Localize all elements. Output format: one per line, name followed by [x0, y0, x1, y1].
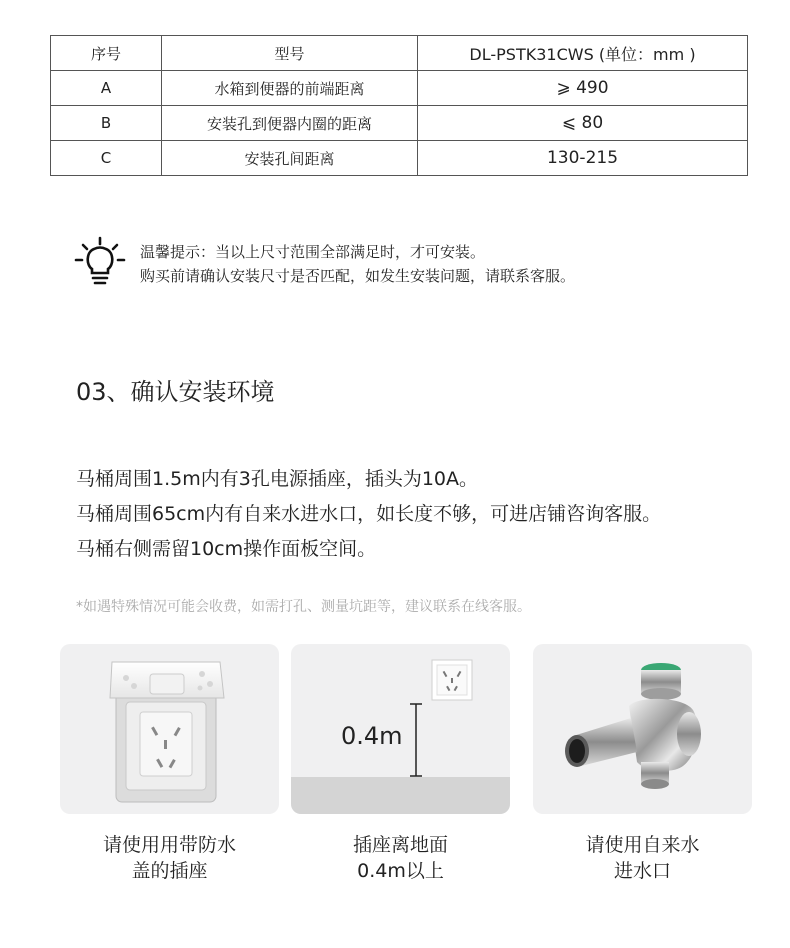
table-header-cell: 型号: [162, 36, 418, 71]
table-cell: B: [51, 106, 162, 141]
card-caption: [533, 832, 752, 884]
caption-line: 进水口: [613, 860, 671, 882]
table-cell: 安装孔间距离: [162, 141, 418, 176]
caption-line: 0.4m以上: [357, 860, 444, 882]
install-cards: [60, 644, 754, 904]
note-text: *如遇特殊情况可能会收费，如需打孔、测量坑距等，建议联系在线客服。: [76, 599, 531, 615]
caption-line: 请使用自来水: [585, 834, 700, 856]
water-valve-icon: [533, 644, 752, 814]
table-cell: ⩽ 80: [418, 106, 748, 141]
tip-text-line: 购买前请确认安装尺寸是否匹配，如发生安装问题，请联系客服。: [140, 267, 576, 285]
section-title: 03、确认安装环境: [76, 378, 275, 406]
caption-line: 请使用用带防水: [102, 834, 236, 856]
card-socket-height: [291, 644, 510, 814]
requirement-item: 马桶周围1.5m内有3孔电源插座，插头为10A。: [76, 468, 478, 490]
lightbulb-icon: [74, 236, 126, 288]
requirement-item: 马桶右侧需留10cm操作面板空间。: [76, 538, 377, 560]
table-row: [51, 106, 748, 141]
covered-socket-icon: [60, 644, 279, 814]
caption-line: 插座离地面: [352, 834, 448, 856]
tip-text-line: 温馨提示：当以上尺寸范围全部满足时，才可安装。: [140, 243, 486, 261]
requirement-item: 马桶周围65cm内有自来水进水口，如长度不够，可进店铺咨询客服。: [76, 503, 662, 525]
table-cell: 130-215: [418, 141, 748, 176]
card-caption: [60, 832, 279, 884]
card-covered-socket: [60, 644, 279, 814]
table-header-cell: 序号: [51, 36, 162, 71]
table-cell: ⩾ 490: [418, 71, 748, 106]
height-label: 0.4m: [341, 722, 403, 750]
table-header-row: [51, 36, 748, 71]
table-header-cell: DL-PSTK31CWS (单位：mm ): [418, 36, 748, 71]
table-cell: 水箱到便器的前端距离: [162, 71, 418, 106]
table-cell: A: [51, 71, 162, 106]
table-cell: 安装孔到便器内圈的距离: [162, 106, 418, 141]
card-water-valve: [533, 644, 752, 814]
table-row: [51, 71, 748, 106]
caption-line: 盖的插座: [131, 860, 208, 882]
requirements-list: [76, 462, 776, 567]
spec-table: [50, 35, 748, 176]
table-row: [51, 141, 748, 176]
floor-line: [291, 777, 510, 814]
card-caption: [291, 832, 510, 884]
table-cell: C: [51, 141, 162, 176]
